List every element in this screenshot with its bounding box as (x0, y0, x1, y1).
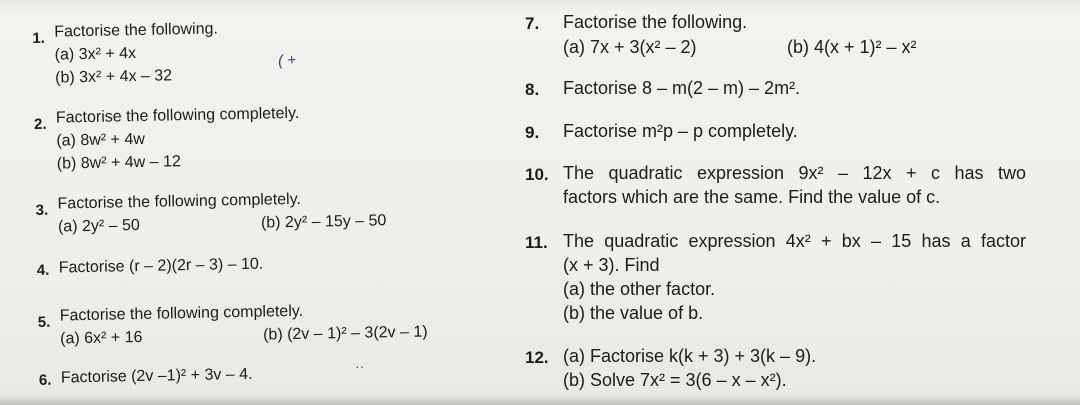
question-stem: Factorise 8 – m(2 – m) – 2m². (563, 78, 801, 98)
question-number: 11. (525, 233, 548, 252)
question-stem: Factorise the following. (54, 20, 219, 41)
question-number: 3. (35, 201, 49, 219)
question-5 (37, 299, 518, 348)
part-a: (a) 3x² + 4x (54, 45, 137, 64)
question-number: 4. (36, 261, 50, 279)
part-b: (b) 8w² + 4w – 12 (56, 153, 182, 173)
question-1 (32, 15, 512, 87)
question-stem: Factorise the following completely. (59, 302, 304, 325)
part-a: (a) 6x² + 16 (60, 328, 143, 348)
question-stem: Factorise m²p – p completely. (563, 121, 798, 141)
part-b: (b) 2y² – 15y – 50 (260, 212, 387, 232)
question-number: 10. (525, 165, 549, 184)
question-number: 5. (37, 313, 51, 331)
part-b: (b) Solve 7x² = 3(6 – x – x²). (563, 370, 787, 390)
page-bottom-shadow (0, 395, 1080, 405)
question-number: 9. (525, 123, 540, 142)
question-number: 12. (525, 348, 549, 367)
question-stem-line-2: (x + 3). Find (563, 255, 660, 275)
question-stem: Factorise the following completely. (55, 104, 300, 127)
question-3 (35, 187, 515, 236)
question-number: 8. (525, 80, 540, 99)
question-number: 2. (33, 115, 47, 133)
question-number: 6. (38, 371, 52, 389)
question-stem-line-1: The quadratic expression 9x² – 12x + c has two (563, 163, 1026, 183)
page-top-edge (0, 0, 1080, 12)
question-stem: Factorise the following. (563, 12, 748, 32)
part-a: (a) 7x + 3(x² – 2) (563, 37, 697, 57)
question-number: 7. (525, 14, 540, 33)
question-6 (38, 361, 519, 389)
question-4 (36, 251, 517, 279)
part-b: (b) (2v – 1)² – 3(2v – 1) (262, 323, 428, 344)
question-number: 1. (32, 29, 46, 47)
part-a: (a) 2y² – 50 (57, 216, 140, 236)
question-stem: Factorise (2v –1)² + 3v – 4. (60, 365, 253, 387)
part-a: (a) 8w² + 4w (56, 130, 145, 150)
part-a: (a) the other factor. (563, 279, 716, 299)
question-stem: Factorise the following completely. (57, 190, 302, 213)
question-stem-line-2: factors which are the same. Find the value of c. (563, 187, 941, 207)
question-stem: Factorise (r – 2)(2r – 3) – 10. (58, 255, 264, 277)
part-b: (b) 3x² + 4x – 32 (54, 67, 173, 87)
pen-annotation: ( + (277, 51, 297, 70)
part-b: (b) 4(x + 1)² – x² (787, 37, 917, 57)
part-a: (a) Factorise k(k + 3) + 3(k – 9). (563, 346, 817, 366)
stray-dots: ·· (355, 358, 365, 374)
question-2 (33, 101, 514, 173)
question-stem-line-1: The quadratic expression 4x² + bx – 15 has a factor (563, 231, 1026, 251)
part-b: (b) the value of b. (563, 303, 704, 323)
